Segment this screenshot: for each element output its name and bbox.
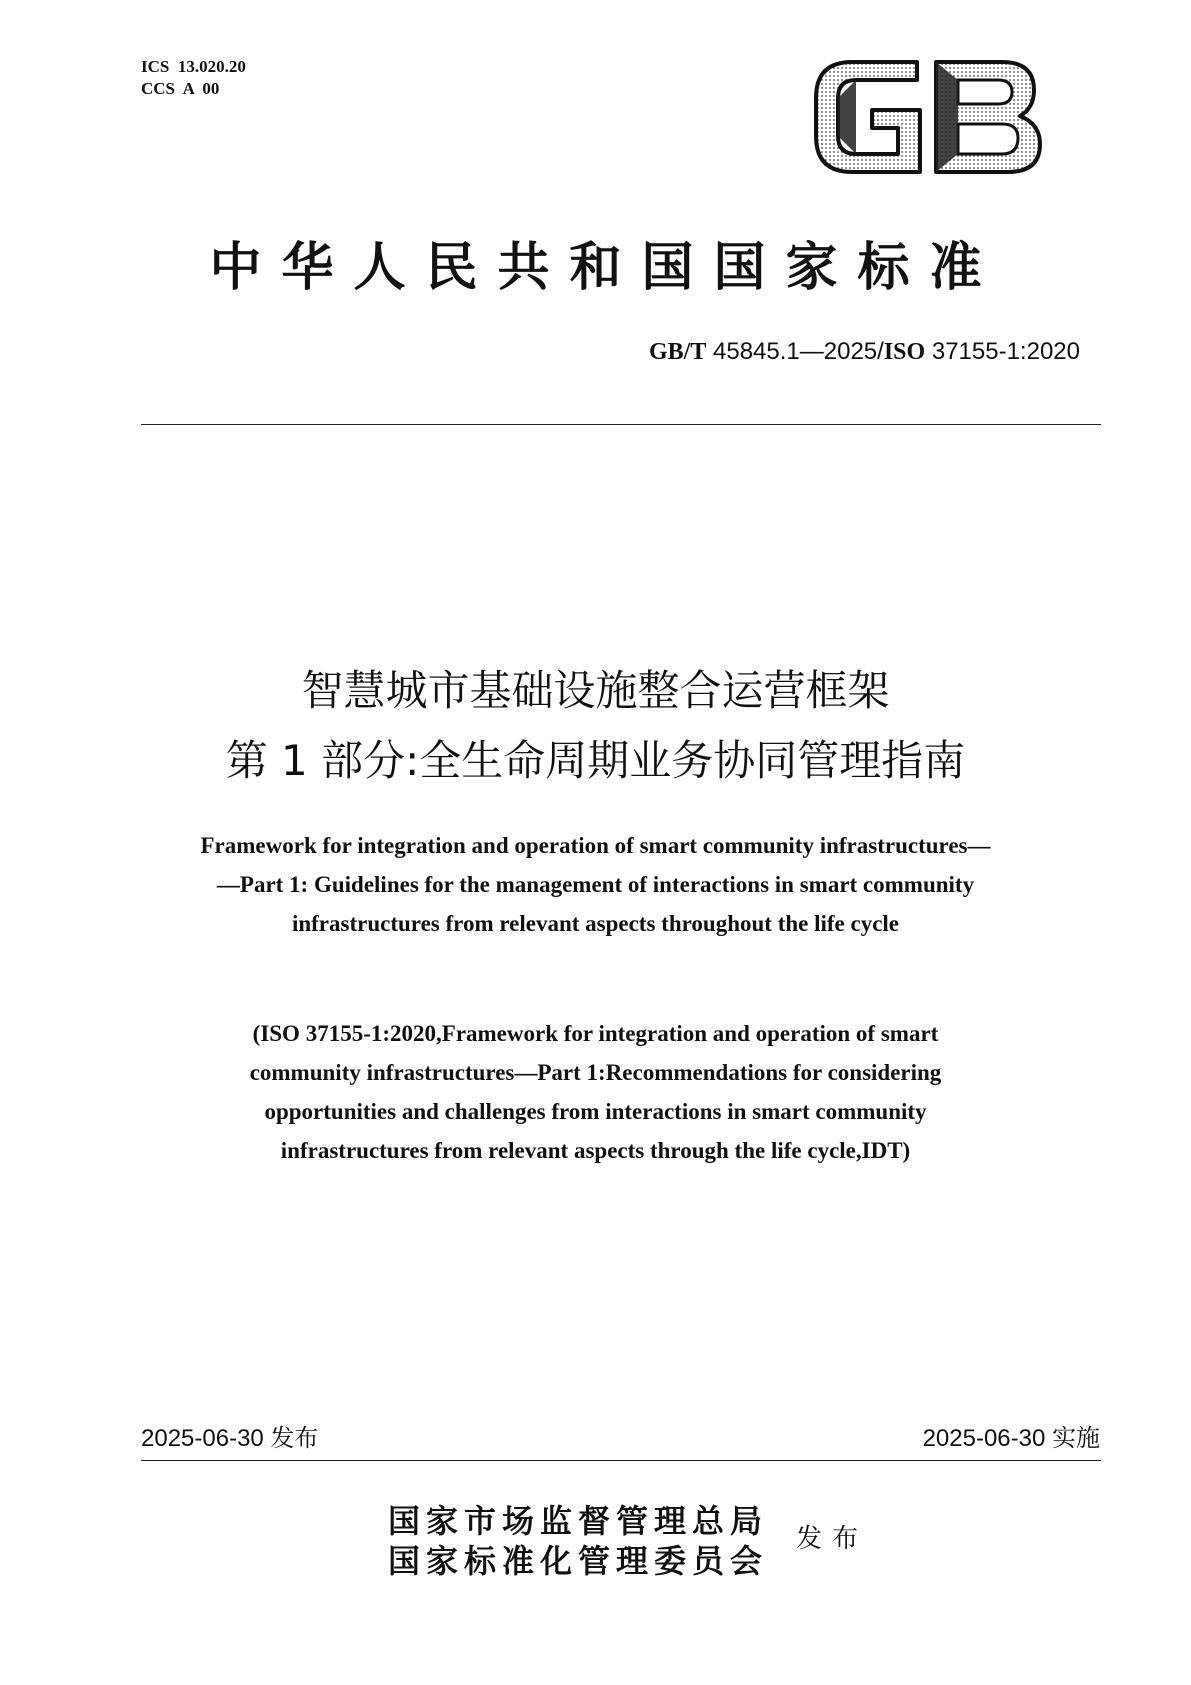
- cn-title-line2: 第 1 部分:全生命周期业务协同管理指南: [225, 736, 966, 785]
- publish-label: 发布: [796, 1524, 869, 1554]
- ccs-code: CCS A 00: [141, 79, 220, 98]
- iso-ref-line3: opportunities and challenges from interactions in smart community: [264, 1099, 927, 1124]
- en-title-line3: infrastructures from relevant aspects throughout the life cycle: [291, 911, 900, 936]
- standard-number: [649, 338, 1080, 366]
- logo-text: GB: [812, 58, 814, 59]
- issue-date: 2025-06-30 发布: [141, 1425, 319, 1452]
- classification-codes: [141, 56, 246, 100]
- iso-reference: [0, 1014, 1191, 1170]
- logo-b-shape: [936, 62, 1040, 172]
- number-iso-prefix: ISO: [883, 339, 926, 365]
- iso-ref-line1: (ISO 37155-1:2020,Framework for integration and operation of smart: [252, 1021, 939, 1046]
- iso-ref-line2: community infrastructures—Part 1:Recommendations for considering: [249, 1060, 942, 1085]
- logo-g-shape: [816, 62, 920, 172]
- number-prefix: GB/T: [648, 339, 707, 365]
- cn-title-line1: 智慧城市基础设施整合运营框架: [301, 666, 890, 715]
- publisher-org1: 国家市场监督管理总局: [388, 1502, 769, 1540]
- ics-code: ICS 13.020.20: [141, 57, 246, 76]
- number-main: 45845.1—2025/: [706, 338, 884, 365]
- header-divider: [141, 424, 1101, 425]
- number-iso: 37155-1:2020: [925, 338, 1080, 365]
- iso-ref-line4: infrastructures from relevant aspects through the life cycle,IDT): [280, 1138, 911, 1163]
- publisher-org2: 国家标准化管理委员会: [388, 1542, 769, 1580]
- en-title: [0, 826, 1191, 943]
- implement-date: 2025-06-30 实施: [922, 1425, 1100, 1452]
- standard-title: 中华人民共和国国家标准: [209, 237, 1002, 298]
- footer-divider: [141, 1460, 1101, 1461]
- en-title-line1: Framework for integration and operation of smart community infrastructures—: [200, 833, 991, 858]
- gb-logo: [812, 58, 1046, 176]
- en-title-line2: —Part 1: Guidelines for the management of interactions in smart community: [216, 872, 975, 897]
